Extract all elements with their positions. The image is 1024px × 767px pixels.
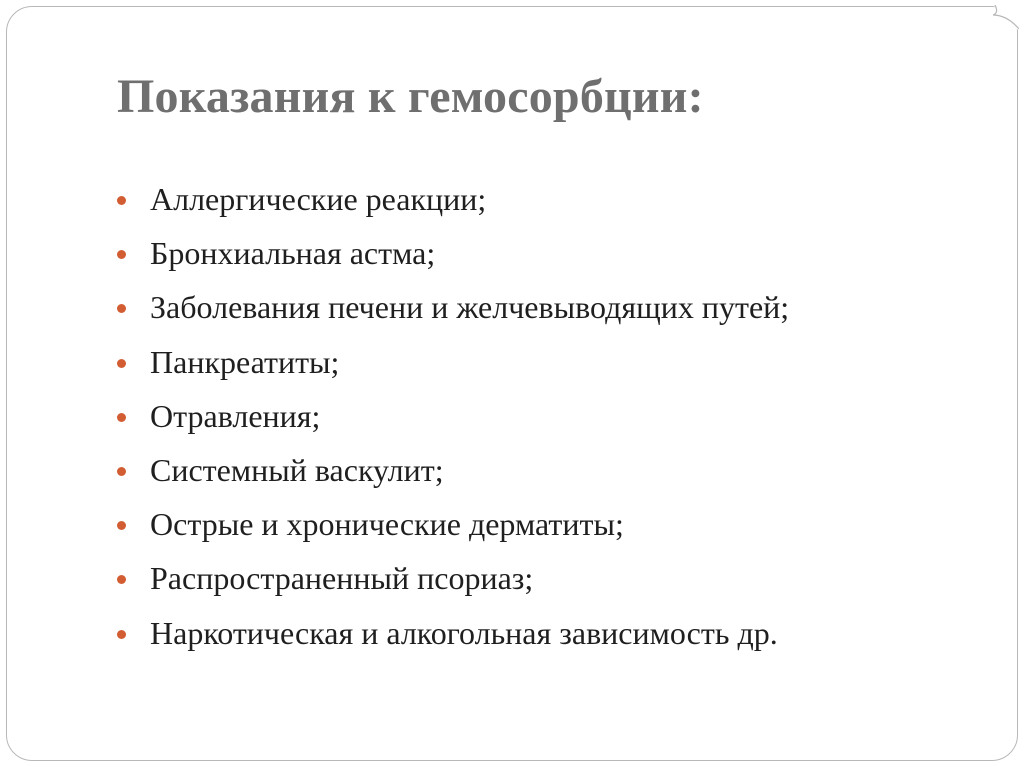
list-item [117, 551, 789, 605]
list-item [117, 226, 789, 280]
list-item [117, 389, 789, 443]
bullet-icon [117, 196, 126, 205]
list-item-text: Аллергические реакции; [150, 181, 487, 217]
page-curl-icon [993, 5, 1019, 31]
list-item-text: Системный васкулит; [150, 451, 444, 488]
slide-frame [6, 6, 1018, 761]
bullet-icon [117, 575, 126, 584]
list-item-text: Заболевания печени и желчевыводящих путей; [150, 289, 790, 326]
bullet-icon [117, 304, 126, 313]
list-item [117, 606, 789, 660]
list-item-text: Панкреатиты; [150, 343, 340, 380]
slide-title: Показания к гемосорбции: [117, 70, 704, 123]
list-item-text: Отравления; [150, 397, 321, 434]
bullet-list [117, 172, 789, 660]
list-item [117, 443, 789, 497]
list-item-text: Бронхиальная астма; [150, 235, 436, 272]
list-item-text: Наркотическая и алкогольная зависимость др. [150, 614, 778, 651]
bullet-icon [117, 413, 126, 422]
list-item [117, 280, 789, 334]
bullet-icon [117, 630, 126, 639]
list-item [117, 335, 789, 389]
list-item-text: Распространенный псориаз; [150, 560, 534, 597]
bullet-icon [117, 250, 126, 259]
list-item [117, 172, 789, 226]
list-item-text: Острые и хронические дерматиты; [150, 506, 624, 543]
bullet-icon [117, 521, 126, 530]
bullet-icon [117, 467, 126, 476]
bullet-icon [117, 359, 126, 368]
list-item [117, 497, 789, 551]
